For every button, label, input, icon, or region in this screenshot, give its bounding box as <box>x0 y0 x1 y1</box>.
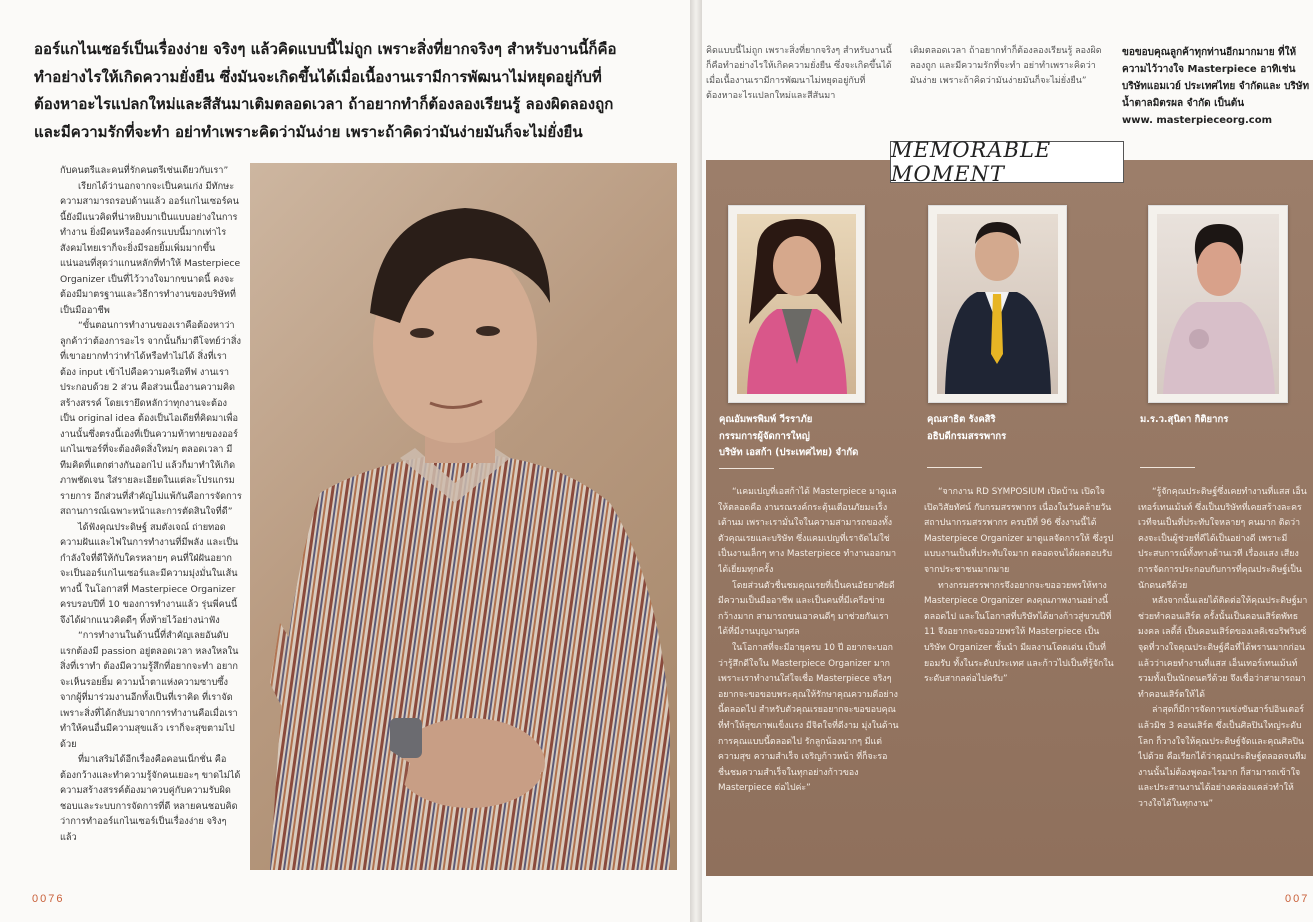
article-paragraph: เรียกได้ว่านอกจากจะเป็นคนเก่ง มีทักษะความสามารถรอบด้านแล้ว ออร์แกไนเซอร์คนนี้ยังมีแนวคิดที่น่าหยิบมาเป็นแบบอย่างในการทำงาน ยิ่งมีคนหรือองค์กรแบบนี้มากเท่าไรสังคมไทยเราก็จะยิ่งมีรอยยิ้มเพิ่มมากขึ้น แน่นอนที่สุดว่าแกนหลักที่ทำให้ Masterpiece Organizer เป็นที่ไว้วางใจมากขนาดนี้ คงจะต้องมีมาตรฐานและวิธีการทำงานของบริษัทที่เป็นมืออาชีพ <box>60 180 241 316</box>
testimonial-paragraph: “จากงาน RD SYMPOSIUM เปิดบ้าน เปิดใจ เปิดวิสัยทัศน์ กับกรมสรรพากร เนื่องในวันคล้ายวันสถาปนากรมสรรพากร ครบปีที่ 96 ซึ่งงานนี้ได้ Masterpiece Organizer มาดูแลจัดการให้ ซึ่งรูปแบบงานเป็นที่ประทับใจมาก ตลอดจนได้ผลตอบรับจากประชาชนมากมาย <box>924 487 1114 575</box>
person-caption-3 <box>1140 412 1310 468</box>
portrait-photo-1 <box>728 205 865 403</box>
headline-line: และมีความรักที่จะทำ อย่าทำเพราะคิดว่ามันง่าย เพราะถ้าคิดว่ามันง่ายมันก็จะไม่ยั่งยืน <box>34 122 583 141</box>
portrait-photo-3 <box>1148 205 1288 403</box>
headline-line: ทำอย่างไรให้เกิดความยั่งยืน ซึ่งมันจะเกิดขึ้นได้เมื่อเนื้องานเรามีการพัฒนาไม่หยุดอยู่กับที่ <box>34 67 602 86</box>
caption-divider <box>719 468 774 469</box>
person-company: บริษัท เอสก้า (ประเทศไทย) จำกัด <box>719 447 859 458</box>
woman-portrait-illustration <box>737 214 856 394</box>
testimonial-paragraph: ทางกรมสรรพากรจึงอยากจะขออวยพรให้ทาง Masterpiece Organizer คงคุณภาพงานอย่างนี้ตลอดไป และในโอกาสที่บริษัทได้ยางก้าวสู่ขวบปีที่ 11 จึงอยากจะขออวยพรให้ Masterpiece เป็นบริษัท Organizer ชั้นนำ มีผลงานโดดเด่น เป็นที่ยอมรับ ทั้งในระดับประเทศ และก้าวไปเป็นที่รู้จักในระดับสากลต่อไปครับ” <box>924 580 1114 685</box>
article-paragraph: ที่มาเสริมได้อีกเรื่องคือคอนเน็กชั่น คือต้องกว้างและทำความรู้จักคนเยอะๆ ขาดไม่ได้ความสร้างสรรค์ต้องมาควบคู่กับความรับผิดชอบและระบบการจัดการที่ดี หลายคนชอบคิดว่าการทำออร์แกไนเซอร์เป็นเรื่องง่าย จริงๆ แล้ว <box>60 754 241 843</box>
page-number-left: 0076 <box>32 893 65 905</box>
testimonial-paragraph: โดยส่วนตัวชื่นชมคุณเรยที่เป็นคนอัธยาศัยดี มีความเป็นมืออาชีพ และเป็นคนที่มีเครือข่ายกว้างมาก สามารถขนเอาคนดีๆ มาช่วยกันเราได้ที่มีงานบุญงานกุศล <box>718 580 895 638</box>
testimonial-column-3 <box>1138 485 1310 865</box>
article-paragraph: ได้ฟังคุณประดิษฐ์ สมตังเจณ์ ถ่ายทอดความฝันและไฟในการทำงานที่มีพลัง และเป็นกำลังใจที่ดีให้กับใครหลายๆ คนที่ใฝ่ฝันอยากจะเป็นออร์แกไนเซอร์และมีความมุ่งมั่นในเส้นทางนี้ ในโอกาสที่ Masterpiece Organizer ครบรอบปีที่ 10 ของการทำงานแล้ว รุ่นพี่คนนี้จึงได้ฝากแนวคิดดีๆ ทิ้งท้ายไว้อย่างน่าฟัง <box>60 521 239 626</box>
article-paragraph: กับคนตรีและคนที่รักคนตรีเช่นเดียวกับเรา” <box>60 165 229 176</box>
person-caption-2 <box>927 412 1117 468</box>
person-title: กรรมการผู้จัดการใหญ่ <box>719 430 810 442</box>
testimonial-paragraph: “รู้จักคุณประดิษฐ์ซึ่งเคยทำงานที่แสส เอ็นเทอร์เทนเม้นท์ ซึ่งเป็นบริษัทที่เคยสร้างละครเวทีจนเป็นที่ประทับใจหลายๆ คนมาก ติดว่าคงจะเป็นผู้ช่วยที่ดีได้เป็นอย่างดี เพราะมีประสบการณ์ทั้งทางด้านเวที เรื่องแสง เสียง การจัดการประกอบกับการที่คุณประดิษฐ์เป็นนักดนตรีด้วย <box>1138 487 1307 591</box>
headline-line: ออร์แกไนเซอร์เป็นเรื่องง่าย จริงๆ แล้วคิดแบบนี้ไม่ถูก เพราะสิ่งที่ยากจริงๆ สำหรับงานนี้ก็คือ <box>34 40 617 58</box>
testimonial-paragraph: หลังจากนั้นเลยได้ติดต่อให้คุณประดิษฐ์มาช่วยทำคอนเสิร์ต ครั้งนั้นเป็นคอนเสิร์ตพัทธมงคล เลดี้ส์ เป็นคอนเสิร์ตของเลคิเชอริพรินซ์ จุดที่วางใจคุณประดิษฐ์คือที่ได้พรานมากก่อนแล้วว่าเคยทำงานที่แสส เอ็นเทอร์เทนเม้นท์ รวมทั้งเป็นนักดนตรีด้วย จึงเชื่อว่าสามารถมาทำคอนเสิร์ตให้ได้ <box>1138 596 1308 700</box>
portrait-photo-2 <box>928 205 1067 403</box>
person-name: คุณสาธิต รังคสิริ <box>927 414 996 425</box>
pull-quote-headline <box>34 36 679 146</box>
article-paragraph: “การทำงานในด้านนี้ที่สำคัญเลยอันดับแรกต้องมี passion อยู่ตลอดเวลา หลงใหลในสิ่งที่เราทำ ต้องมีความรู้สึกที่อยากจะทำ อยากจะเห็นรอยยิ้ม ความน้ำตาแห่งความซาบซึ้งจากผู้ที่มาร่วมงานอีกทั้งเป็นที่เราคิด ที่เราจัด เพราะสิ่งที่ได้กลับมาจากการทำงานคือเมื่อเราทำให้คนอื่นมีความสุขแล้ว เราก็จะสุขตามไปด้วย <box>60 630 239 750</box>
right-top-column-2: เติมตลอดเวลา ถ้าอยากทำก็ต้องลองเรียนรู้ ลองผิดลองถูก และมีความรักที่จะทำ อย่าทำเพราะคิดว่ามันง่าย เพราะถ้าคิดว่ามันง่ายมันก็จะไม่ยั่งยืน” <box>910 46 1102 86</box>
person-name: ม.ร.ว.สุนิดา กิติยากร <box>1140 414 1229 425</box>
thank-you-text: ขอขอบคุณลูกค้าทุกท่านอีกมากมาย ที่ให้ความไว้วางใจ Masterpiece อาทิเช่น บริษัทแอมเวย์ ประเทศไทย จำกัดและ บริษัท น้ำตาลมิตรผล จำกัด เป็นต้น <box>1122 47 1310 109</box>
thank-you-note <box>1122 44 1310 129</box>
person-name: คุณอัมพรพิมพ์ วีรราภัย <box>719 414 813 425</box>
page-number-right: 007 <box>1285 893 1310 905</box>
caption-divider <box>927 467 982 468</box>
testimonial-paragraph: “แคมเปญที่เอสก้าได้ Masterpiece มาดูแลให้ตลอดคือ งานรณรงค์กระตุ้นเตือนภัยมะเร็งเต้านม เพราะเรามั่นใจในความสามารถของทั้งตัวคุณเรยและบริษัท ซึ่งแคมเปญที่เราจัดไม่ใช่เป็นงานเล็กๆ ทาง Masterpiece ทำงานออกมาได้เยี่ยมทุกครั้ง <box>718 487 897 575</box>
portrait-illustration <box>250 163 677 870</box>
article-paragraph: “ขั้นตอนการทำงานของเราคือต้องหาว่าลูกค้าว่าต้องการอะไร จากนั้นก็มาตีโจทย์ว่าสิ่งที่เขาอยากทำว่าทำได้หรือทำไม่ได้ สิ่งที่เราต้อง input เข้าไปคือความครีเอทีฟ งานเราประกอบด้วย 2 ส่วน คือส่วนเนื้องานความคิดสร้างสรรค์ โดยเรายึดหลักว่าทุกงานจะต้องเป็น original idea ต้องเป็นไอเดียที่คิดมาเพื่องานนั้นซึ่งตรงนี้เองที่เป็นความท้าทายของออร์แกไนเซอร์ที่จะต้องคิดสิ่งใหม่ๆ ตลอดเวลา มีทีมคิดที่แตกต่างกันออกไป แล้วก็มาทำให้เกิดภาพชัดเจน ใส่รายละเอียดในแต่ละโปรแกรมรายการ อีกส่วนที่สำคัญไม่แพ้กันคือการจัดการสถานการณ์เฉพาะหน้าและการตัดสินใจที่ดี” <box>60 320 242 517</box>
person-caption-1 <box>719 412 909 469</box>
testimonial-column-1 <box>718 485 900 865</box>
left-article-column <box>60 163 242 863</box>
section-title: MEMORABLE MOMENT <box>890 141 1124 183</box>
testimonial-paragraph: ในโอกาสที่จะมีอายุครบ 10 ปี อยากจะบอกว่ารู้สึกดีใจใน Masterpiece Organizer มาก เพราะเราทำงานใส่ใจเชื่อ Masterpiece จริงๆ อยากจะขอขอบพระคุณให้รักษาคุณความดีอย่างนี้ตลอดไป สำหรับตัวคุณเรยอยากจะขอขอบคุณที่ทำให้สุขภาพแข็งแรง มีจิตใจที่ดีงาม มุ่งในด้านการคุณแบบนี้ตลอดไป รักลูกน้องมากๆ มีแต่ความสุข ความสำเร็จ เจริญก้าวหน้า ที่ก็จะรอชื่นชมความสำเร็จในทุกอย่างก้าวของ Masterpiece ต่อไปค่ะ” <box>718 642 899 794</box>
right-top-column-1: คิดแบบนี้ไม่ถูก เพราะสิ่งที่ยากจริงๆ สำหรับงานนี้ก็คือทำอย่างไรให้เกิดความยั่งยืน ซึ่งจะเกิดขึ้นได้เมื่อเนื้องานเรามีการพัฒนาไม่หยุดอยู่กับที่ ต้องหาอะไรแปลกใหม่และสีสันมา <box>706 46 892 101</box>
headline-line: ต้องหาอะไรแปลกใหม่และสีสันมาเติมตลอดเวลา ถ้าอยากทำก็ต้องลองเรียนรู้ ลองผิดลองถูก <box>34 95 614 113</box>
person-title: อธิบดีกรมสรรพากร <box>927 430 1007 442</box>
testimonial-paragraph: ล่าสุดก็มีการจัดการแข่งขันฮาร์ปอินเตอร์แล้วมิช 3 คอนเสิร์ต ซึ่งเป็นศิลปินใหญ่ระดับโลก ก็วางใจให้คุณประดิษฐ์จัดและคุณศิลปินไปด้วย คือเรียกได้ว่าคุณประดิษฐ์ตลอดจนทีมงานนั้นไม่ต้องพูดอะไรมาก ก็สามารถเข้าใจและประสานงานได้อย่างคล่องแคล่วทำให้วางใจได้ในทุกงาน” <box>1138 705 1307 809</box>
feature-portrait-photo <box>250 163 677 870</box>
testimonial-column-2 <box>924 485 1114 865</box>
caption-divider <box>1140 467 1195 468</box>
website-url: www. masterpieceorg.com <box>1122 115 1273 126</box>
page-gutter <box>690 0 702 922</box>
woman-portrait-illustration-2 <box>1157 214 1279 394</box>
man-portrait-illustration <box>937 214 1058 394</box>
